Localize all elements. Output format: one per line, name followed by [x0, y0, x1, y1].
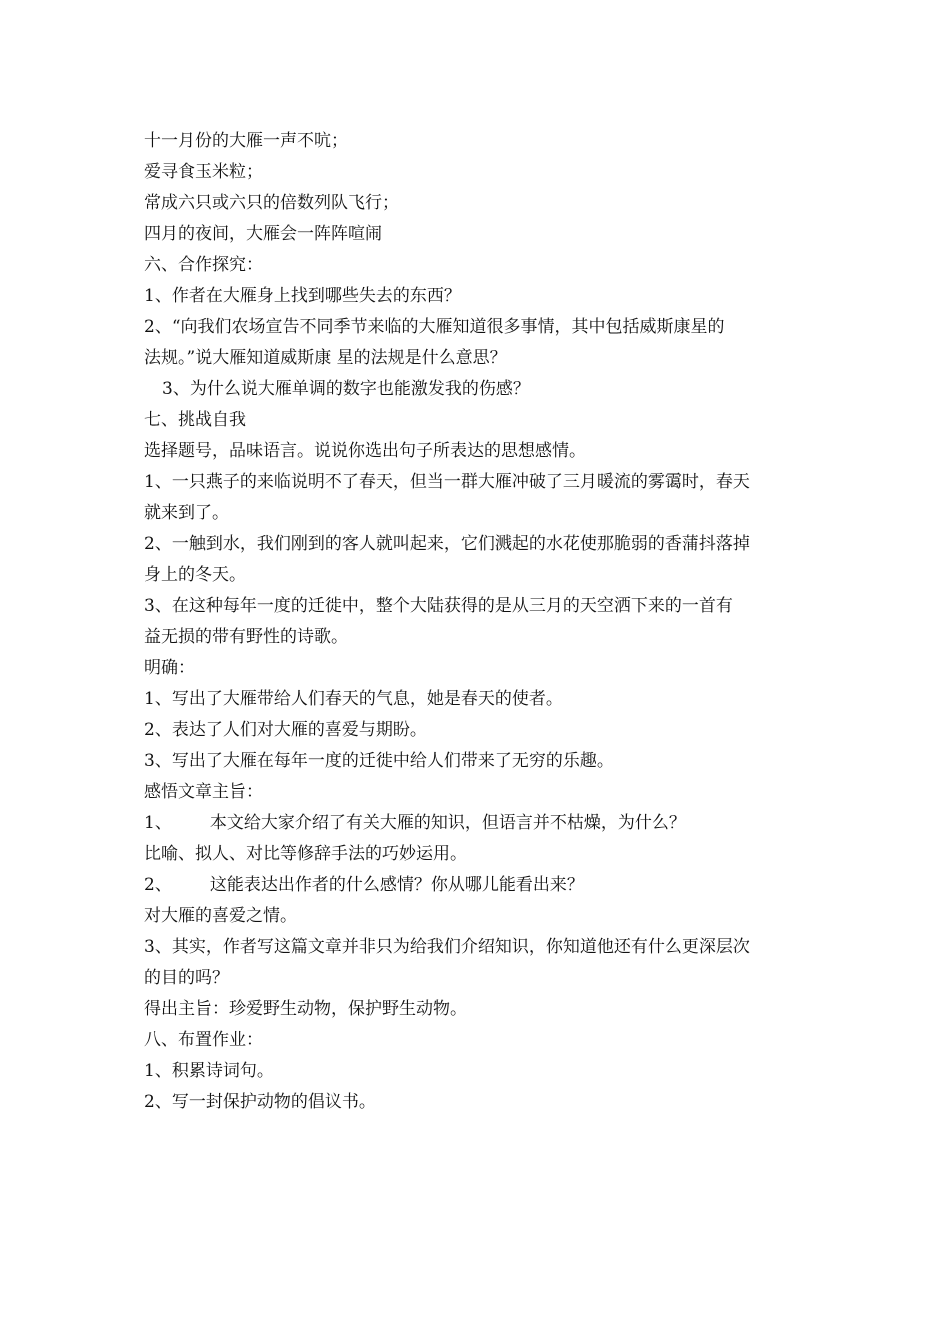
text-line: 得出主旨：珍爱野生动物，保护野生动物。	[144, 999, 467, 1019]
list-number: 1、	[144, 813, 172, 833]
text-line: 爱寻食玉米粒；	[144, 162, 263, 182]
text-line: 3、写出了大雁在每年一度的迁徙中给人们带来了无穷的乐趣。	[144, 751, 614, 771]
section-heading: 明确：	[144, 658, 195, 678]
text-line: 对大雁的喜爱之情。	[144, 906, 297, 926]
text-line: 1、作者在大雁身上找到哪些失去的东西？	[144, 286, 461, 306]
text-line: 2、写一封保护动物的倡议书。	[144, 1092, 376, 1112]
text-line: 选择题号，品味语言。说说你选出句子所表达的思想感情。	[144, 441, 586, 461]
text-line: 1、积累诗词句。	[144, 1061, 274, 1081]
text-line: 益无损的带有野性的诗歌。	[144, 627, 348, 647]
text-line: 3、为什么说大雁单调的数字也能激发我的伤感？	[162, 379, 530, 399]
text-line: 十一月份的大雁一声不吭；	[144, 131, 348, 151]
text-line: 3、其实，作者写这篇文章并非只为给我们介绍知识，你知道他还有什么更深层次	[144, 937, 750, 957]
section-heading: 七、挑战自我	[144, 410, 246, 430]
text-line: 常成六只或六只的倍数列队飞行；	[144, 193, 399, 213]
text-line: 比喻、拟人、对比等修辞手法的巧妙运用。	[144, 844, 467, 864]
text-line: 2、表达了人们对大雁的喜爱与期盼。	[144, 720, 427, 740]
section-heading: 感悟文章主旨：	[144, 782, 263, 802]
text-line: 身上的冬天。	[144, 565, 246, 585]
numbered-question	[144, 808, 810, 839]
text-line: 2、一触到水，我们刚到的客人就叫起来，它们溅起的水花使那脆弱的香蒲抖落掉	[144, 534, 750, 554]
text-line: 四月的夜间，大雁会一阵阵喧闹	[144, 224, 382, 244]
text-line: 1、写出了大雁带给人们春天的气息，她是春天的使者。	[144, 689, 563, 709]
text-line: 就来到了。	[144, 503, 229, 523]
text-line: 3、在这种每年一度的迁徙中，整个大陆获得的是从三月的天空洒下来的一首有	[144, 596, 733, 616]
numbered-question	[144, 870, 810, 901]
section-heading: 八、布置作业：	[144, 1030, 263, 1050]
text-line: 2、“向我们农场宣告不同季节来临的大雁知道很多事情，其中包括威斯康星的	[144, 317, 725, 337]
question-text: 这能表达出作者的什么感情？你从哪儿能看出来？	[209, 875, 584, 895]
list-number: 2、	[144, 875, 172, 895]
text-line: 的目的吗？	[144, 968, 229, 988]
text-line: 1、一只燕子的来临说明不了春天，但当一群大雁冲破了三月暖流的雾霭时，春天	[144, 472, 750, 492]
question-text: 本文给大家介绍了有关大雁的知识，但语言并不枯燥，为什么？	[209, 813, 686, 833]
text-line: 法规。”说大雁知道威斯康 星的法规是什么意思？	[144, 348, 507, 368]
section-heading: 六、合作探究：	[144, 255, 263, 275]
document-body	[144, 126, 810, 1118]
